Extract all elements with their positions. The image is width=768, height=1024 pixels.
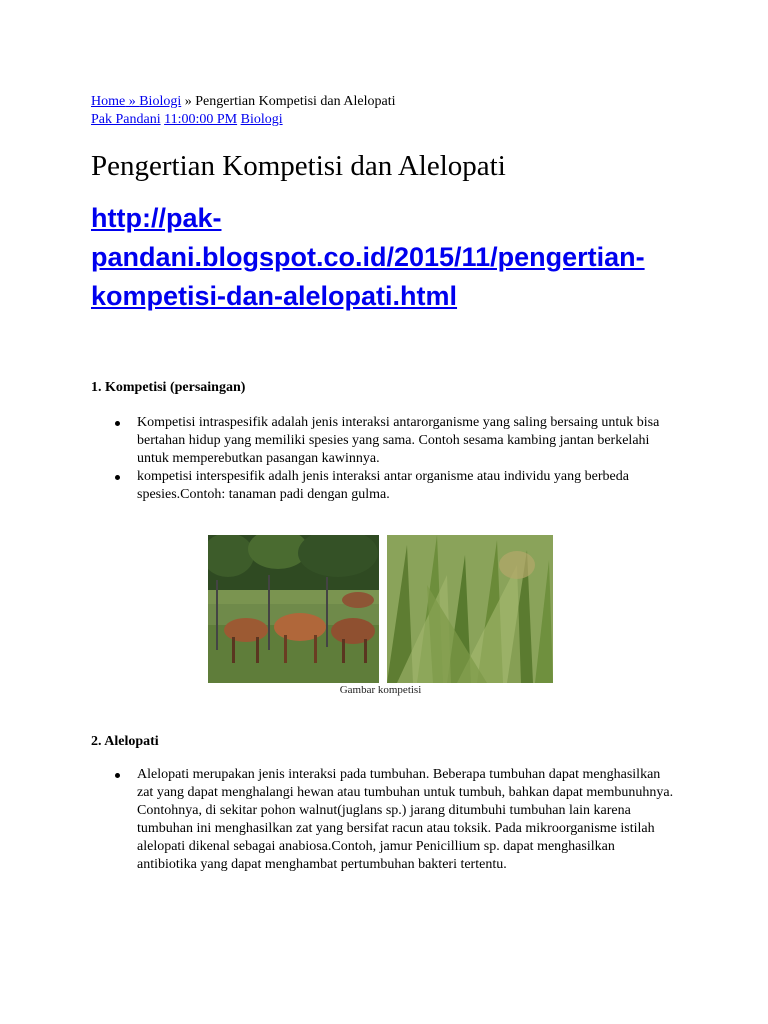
breadcrumb-separator[interactable]: » bbox=[125, 94, 140, 109]
post-time-link[interactable]: 11:00:00 PM bbox=[164, 112, 238, 127]
kompetisi-list bbox=[91, 414, 677, 504]
grass-weeds-photo bbox=[387, 535, 553, 683]
page-title: Pengertian Kompetisi dan Alelopati bbox=[91, 150, 506, 182]
post-label-link[interactable]: Biologi bbox=[240, 112, 283, 127]
alelopati-list bbox=[91, 766, 677, 874]
section-heading-alelopati: 2. Alelopati bbox=[91, 734, 159, 749]
post-meta bbox=[91, 111, 283, 129]
breadcrumb-home-link[interactable]: Home bbox=[91, 94, 126, 109]
author-link[interactable]: Pak Pandani bbox=[91, 112, 161, 127]
section-heading-kompetisi: 1. Kompetisi (persaingan) bbox=[91, 380, 246, 395]
list-item: Kompetisi intraspesifik adalah jenis interaksi antarorganisme yang saling bersaing untuk bisa bertahan hidup yang memiliki spesies yang sama. Contoh sesama kambing jantan berkelahi untuk memperebutkan pasangan kawinnya. bbox=[137, 414, 677, 468]
source-url bbox=[91, 199, 691, 316]
breadcrumb-current: Pengertian Kompetisi dan Alelopati bbox=[195, 94, 396, 109]
breadcrumb-category-link[interactable]: Biologi bbox=[139, 94, 182, 109]
breadcrumb-separator: » bbox=[181, 94, 196, 109]
list-item: Alelopati merupakan jenis interaksi pada tumbuhan. Beberapa tumbuhan dapat menghasilkan zat yang dapat menghalangi hewan atau tumbuhan untuk tumbuh, bahkan dapat membunuhnya. Contohnya, di sekitar pohon walnut(juglans sp.) jarang ditumbuhi tumbuhan lain karena tumbuhan ini menghasilkan zat yang bersifat racun atau toksik. Pada mikroorganisme istilah alelopati dikenal sebagai anabiosa.Contoh, jamur Penicillium sp. dapat menghasilkan antibiotika yang dapat menghambat pertumbuhan bakteri tertentu. bbox=[137, 766, 677, 874]
source-url-link[interactable]: http://pak-pandani.blogspot.co.id/2015/11/pengertian-kompetisi-dan-alelopati.html bbox=[91, 203, 645, 311]
competition-figure bbox=[208, 535, 553, 700]
breadcrumb bbox=[91, 93, 395, 111]
deer-herd-photo bbox=[208, 535, 379, 683]
deer-herd-illustration bbox=[208, 535, 379, 683]
figure-caption: Gambar kompetisi bbox=[339, 684, 422, 696]
list-item: kompetisi interspesifik adalh jenis interaksi antar organisme atau individu yang berbeda spesies.Contoh: tanaman padi dengan gulma. bbox=[137, 468, 677, 504]
grass-weeds-illustration bbox=[387, 535, 553, 683]
